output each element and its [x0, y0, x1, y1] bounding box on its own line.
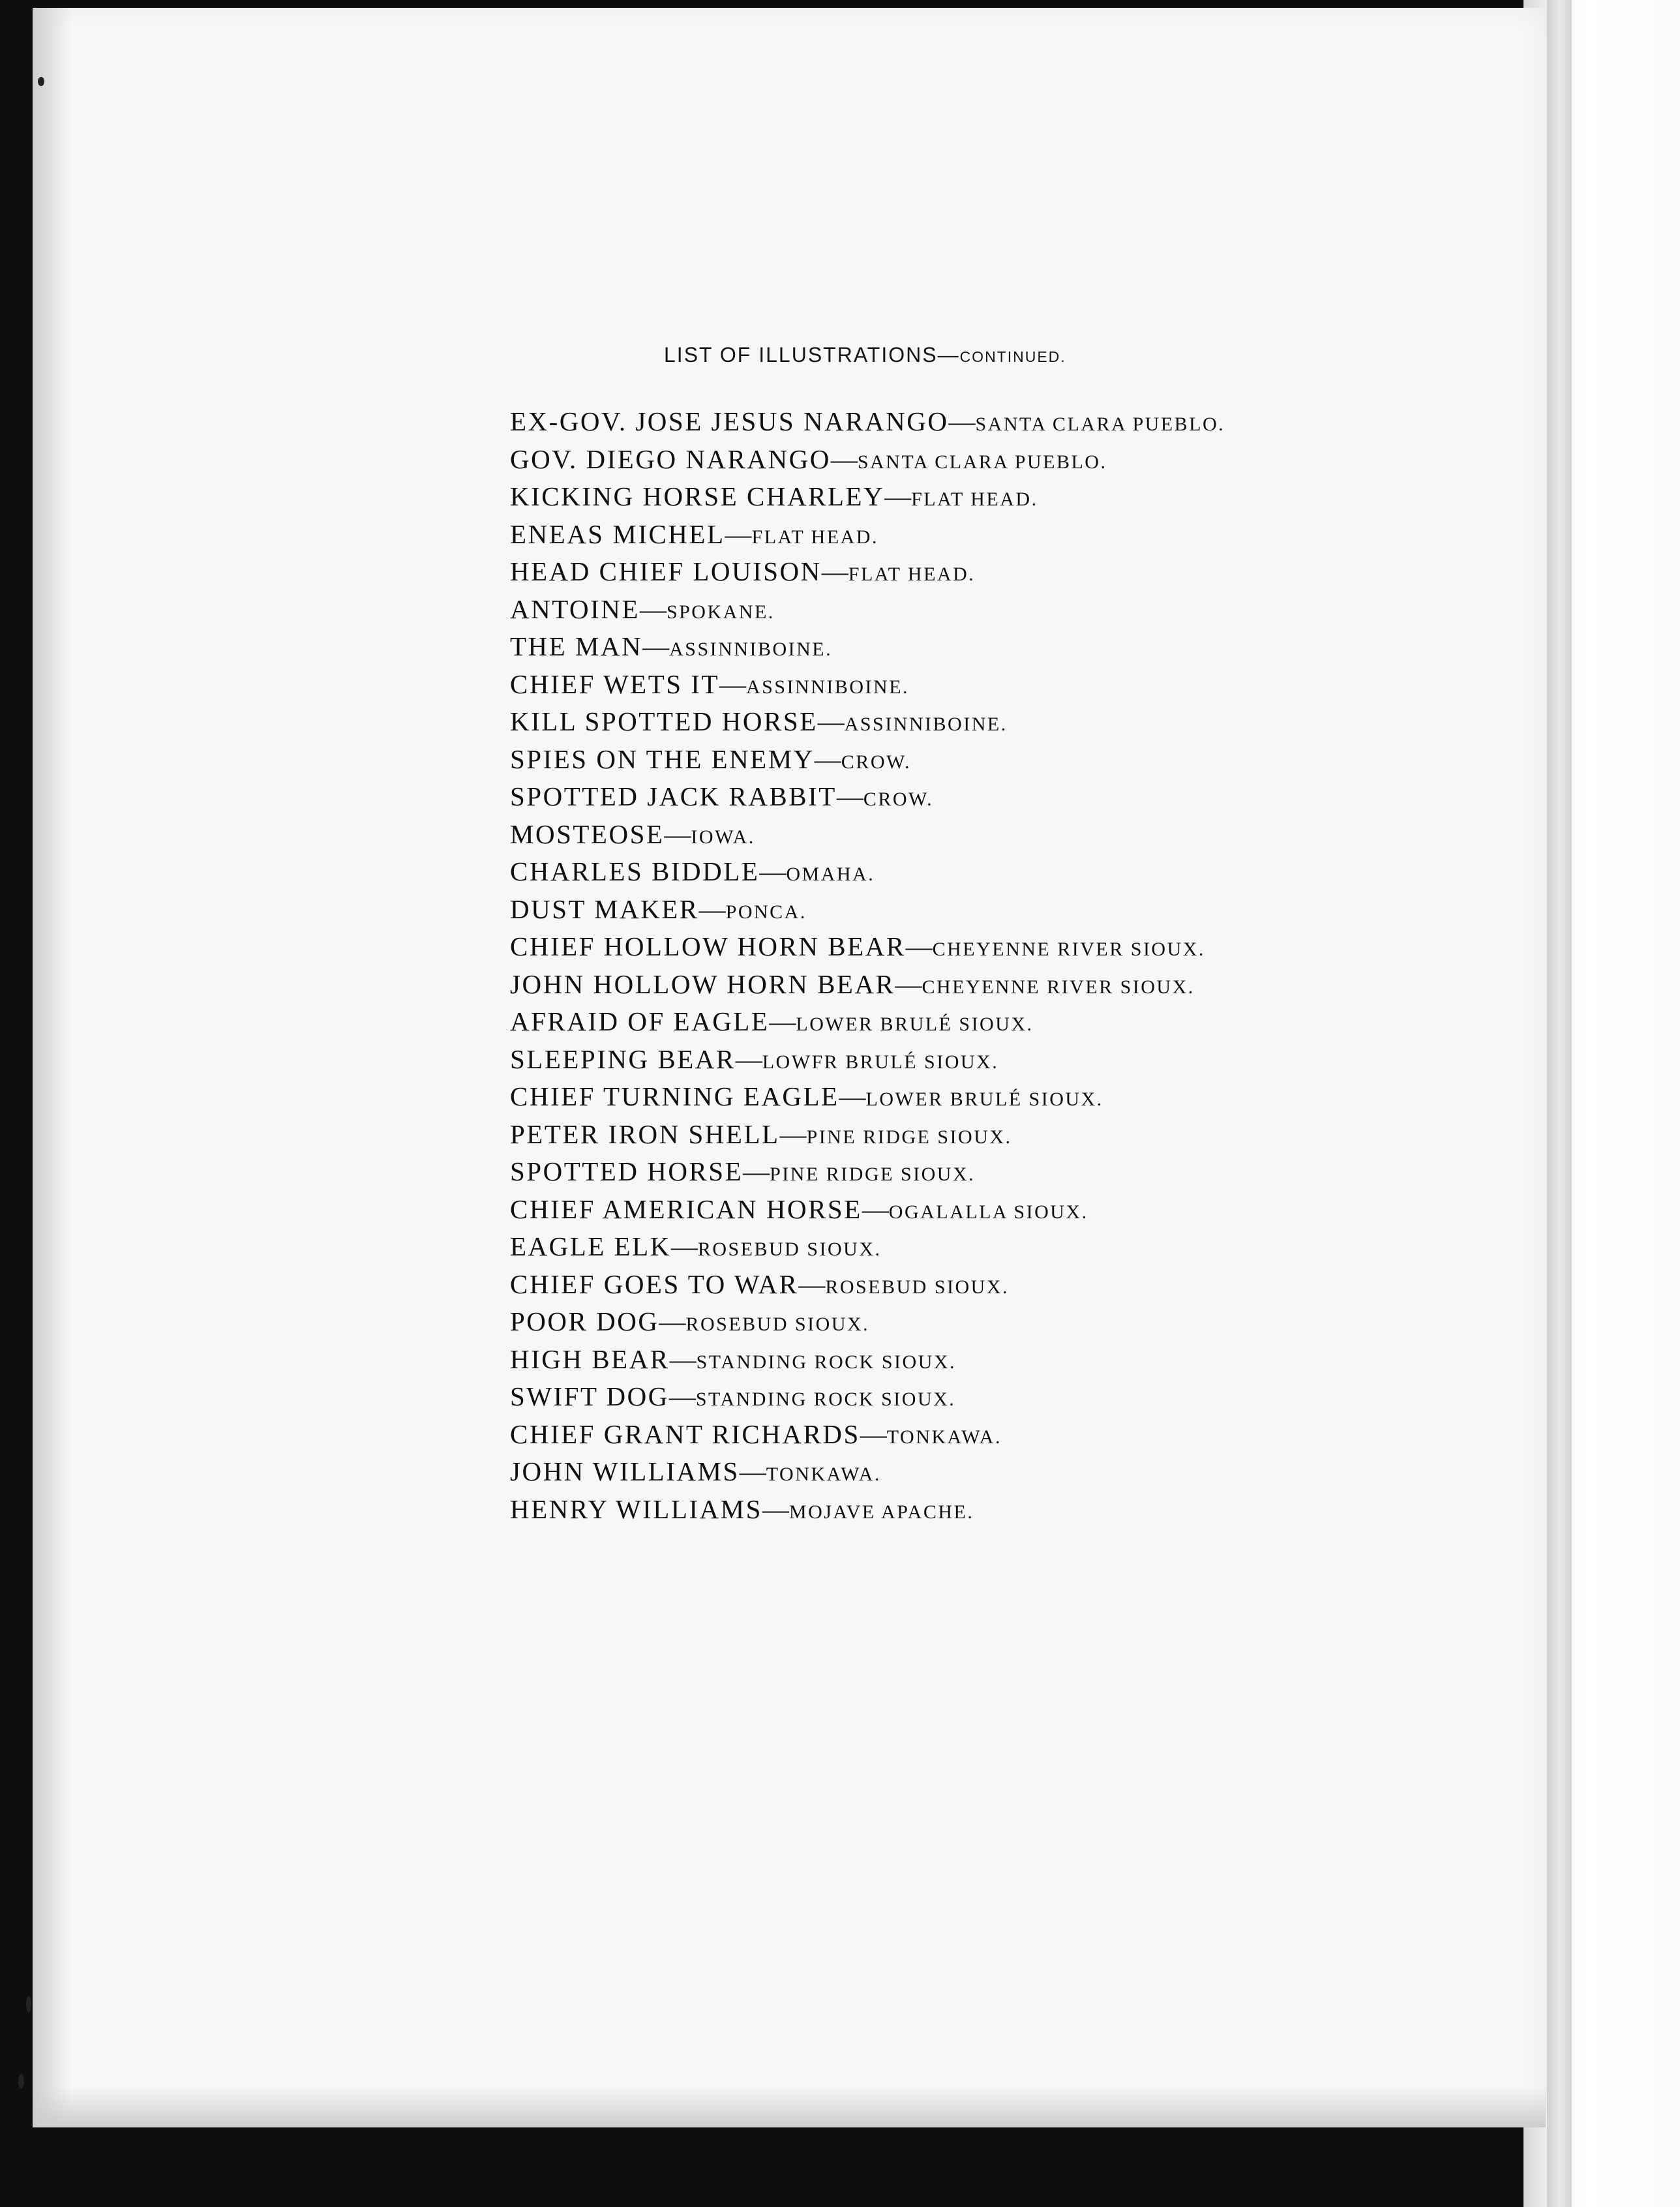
separator-dash: —	[725, 518, 752, 549]
separator-dash: —	[905, 931, 933, 961]
illustration-name: KICKING HORSE CHARLEY	[510, 481, 885, 511]
tribe-name: CHEYENNE RIVER SIOUX.	[932, 938, 1205, 960]
illustration-name: CHARLES BIDDLE	[510, 856, 760, 886]
tribe-name: PINE RIDGE SIOUX.	[770, 1164, 976, 1185]
list-item	[510, 816, 1225, 854]
list-item	[510, 891, 1225, 929]
tribe-name: FLAT HEAD.	[911, 488, 1038, 510]
separator-dash: —	[895, 968, 922, 999]
list-item	[510, 516, 1225, 554]
separator-dash: —	[779, 1119, 807, 1149]
list-item	[510, 591, 1225, 629]
illustration-name: HEAD CHIEF LOUISON	[510, 556, 822, 586]
tribe-name: ROSEBUD SIOUX.	[825, 1276, 1010, 1298]
illustration-name: CHIEF GRANT RICHARDS	[510, 1419, 860, 1449]
list-item	[510, 1078, 1225, 1116]
illustration-name: JOHN WILLIAMS	[510, 1456, 740, 1486]
list-item	[510, 928, 1225, 966]
illustration-name: GOV. DIEGO NARANGO	[510, 443, 831, 474]
separator-dash: —	[860, 1419, 887, 1449]
tribe-name: SANTA CLARA PUEBLO.	[975, 413, 1225, 435]
tribe-name: SANTA CLARA PUEBLO.	[857, 451, 1107, 473]
illustration-name: CHIEF TURNING EAGLE	[510, 1081, 839, 1111]
illustration-name: HIGH BEAR	[510, 1344, 670, 1374]
separator-dash: —	[735, 1043, 762, 1074]
illustration-name: AFRAID OF EAGLE	[510, 1006, 770, 1036]
list-item	[510, 1116, 1225, 1154]
list-item	[510, 1228, 1225, 1266]
separator-dash: —	[659, 1306, 686, 1336]
list-item	[510, 666, 1225, 704]
list-item	[510, 1191, 1225, 1229]
tribe-name: OMAHA.	[786, 863, 875, 885]
list-item	[510, 966, 1225, 1004]
tribe-name: SPOKANE.	[666, 601, 775, 623]
illustration-name: MOSTEOSE	[510, 818, 665, 849]
list-item	[510, 1491, 1225, 1529]
tribe-name: IOWA.	[691, 826, 755, 848]
tribe-name: OGALALLA SIOUX.	[888, 1201, 1088, 1223]
tribe-name: LOWER BRULÉ SIOUX.	[796, 1013, 1034, 1035]
list-item	[510, 1003, 1225, 1041]
heading-main: LIST OF ILLUSTRATIONS	[664, 343, 938, 367]
illustration-name: DUST MAKER	[510, 893, 699, 924]
illustration-name: ANTOINE	[510, 593, 640, 624]
tribe-name: PONCA.	[725, 901, 807, 923]
illustration-name: SLEEPING BEAR	[510, 1043, 736, 1074]
list-item	[510, 553, 1225, 591]
separator-dash: —	[836, 781, 863, 811]
illustration-name: KILL SPOTTED HORSE	[510, 706, 818, 736]
illustration-name: SWIFT DOG	[510, 1381, 669, 1411]
tribe-name: CROW.	[841, 751, 912, 773]
tribe-name: ROSEBUD SIOUX.	[697, 1239, 882, 1260]
list-item	[510, 1453, 1225, 1491]
illustration-name: CHIEF HOLLOW HORN BEAR	[510, 931, 906, 961]
tribe-name: LOWER BRULÉ SIOUX.	[865, 1088, 1103, 1110]
illustration-name: SPOTTED HORSE	[510, 1156, 743, 1186]
tribe-name: STANDING ROCK SIOUX.	[696, 1351, 957, 1373]
tribe-name: ROSEBUD SIOUX.	[685, 1314, 870, 1335]
list-item	[510, 403, 1225, 441]
illustration-name: PETER IRON SHELL	[510, 1119, 780, 1149]
list-item	[510, 778, 1225, 816]
separator-dash: —	[948, 406, 976, 436]
tribe-name: TONKAWA.	[886, 1426, 1002, 1448]
separator-dash: —	[769, 1006, 796, 1036]
separator-dash: —	[719, 668, 747, 699]
tribe-name: ASSINNIBOINE.	[844, 713, 1008, 735]
separator-dash: —	[698, 893, 726, 924]
illustration-name: CHIEF WETS IT	[510, 668, 720, 699]
separator-dash: —	[669, 1344, 697, 1374]
separator-dash: —	[739, 1456, 766, 1486]
list-item	[510, 1378, 1225, 1416]
tribe-name: CHEYENNE RIVER SIOUX.	[922, 976, 1195, 998]
tribe-name: CROW.	[863, 788, 934, 810]
illustration-name: SPIES ON THE ENEMY	[510, 743, 815, 774]
separator-dash: —	[862, 1194, 889, 1224]
tribe-name: TONKAWA.	[766, 1464, 881, 1485]
list-heading	[664, 343, 1066, 367]
tribe-name: ASSINNIBOINE.	[746, 676, 910, 698]
illustration-name: EAGLE ELK	[510, 1231, 671, 1261]
separator-dash: —	[821, 556, 848, 586]
separator-dash: —	[830, 443, 858, 474]
illustration-name: EX-GOV. JOSE JESUS NARANGO	[510, 406, 949, 436]
list-item	[510, 853, 1225, 891]
separator-dash: —	[743, 1156, 770, 1186]
separator-dash: —	[759, 856, 787, 886]
separator-dash: —	[639, 593, 667, 624]
list-item	[510, 1416, 1225, 1454]
separator-dash: —	[762, 1494, 789, 1524]
tribe-name: LOWFR BRULÉ SIOUX.	[762, 1051, 999, 1073]
separator-dash: —	[798, 1269, 826, 1299]
illustration-name: JOHN HOLLOW HORN BEAR	[510, 968, 895, 999]
heading-dash: —	[937, 343, 960, 367]
illustration-name: CHIEF AMERICAN HORSE	[510, 1194, 862, 1224]
tribe-name: STANDING ROCK SIOUX.	[695, 1389, 956, 1410]
list-item	[510, 478, 1225, 516]
tribe-name: ASSINNIBOINE.	[669, 638, 833, 660]
separator-dash: —	[670, 1231, 698, 1261]
illustration-name: POOR DOG	[510, 1306, 659, 1336]
illustration-name: ENEAS MICHEL	[510, 518, 725, 549]
separator-dash: —	[817, 706, 845, 736]
illustration-name: THE MAN	[510, 631, 643, 661]
illustration-list	[510, 403, 1225, 1528]
separator-dash: —	[664, 818, 691, 849]
list-item	[510, 441, 1225, 479]
list-item	[510, 1341, 1225, 1379]
tribe-name: FLAT HEAD.	[848, 563, 976, 585]
list-item	[510, 703, 1225, 741]
tribe-name: MOJAVE APACHE.	[788, 1501, 974, 1523]
heading-suffix: CONTINUED.	[959, 348, 1066, 365]
list-item	[510, 1303, 1225, 1341]
list-item	[510, 1153, 1225, 1191]
separator-dash: —	[668, 1381, 696, 1411]
separator-dash: —	[839, 1081, 866, 1111]
tribe-name: PINE RIDGE SIOUX.	[806, 1126, 1012, 1148]
tribe-name: FLAT HEAD.	[751, 526, 878, 548]
list-item	[510, 1041, 1225, 1079]
separator-dash: —	[814, 743, 841, 774]
separator-dash: —	[884, 481, 912, 511]
list-item	[510, 628, 1225, 666]
illustration-name: CHIEF GOES TO WAR	[510, 1269, 799, 1299]
list-item	[510, 741, 1225, 779]
illustration-name: SPOTTED JACK RABBIT	[510, 781, 837, 811]
list-item	[510, 1266, 1225, 1304]
illustration-name: HENRY WILLIAMS	[510, 1494, 762, 1524]
separator-dash: —	[642, 631, 670, 661]
